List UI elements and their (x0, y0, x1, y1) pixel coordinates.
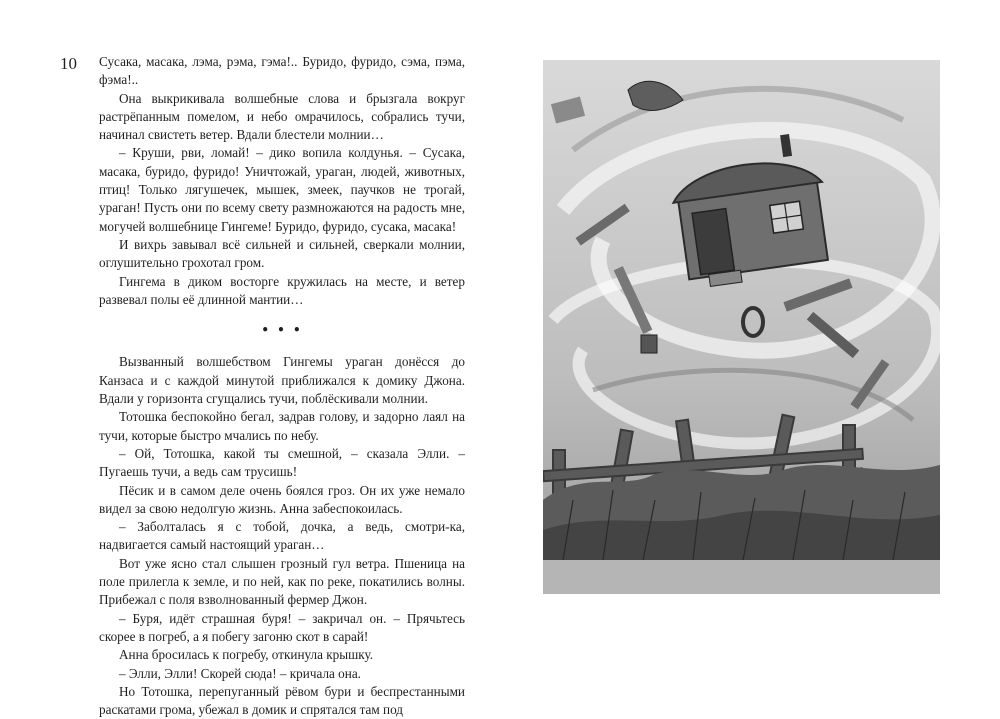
paragraph: Вызванный волшебством Гингемы ураган донёсся до Канзаса и с каждой минутой приближался к домику Джона. Вдали у горизонта сгущались тучи, поблёскивали молнии. (99, 354, 465, 407)
paragraph: – Ой, Тотошка, какой ты смешной, – сказала Элли. – Пугаешь тучи, а ведь сам трусишь! (99, 445, 465, 480)
paragraph: Вот уже ясно стал слышен грозный гул ветра. Пшеница на поле прилегла к земле, и по ней, как по реке, покатились волны. Прибежал с поля взволнованный фермер Джон. (99, 555, 465, 608)
paragraph: Тотошка беспокойно бегал, задрав голову, и задорно лаял на тучи, которые быстро мчались по небу. (99, 409, 465, 443)
paragraph: Но Тотошка, перепуганный рёвом бури и беспрестанными раскатами грома, убежал в домик и спрятался там под (99, 683, 465, 718)
tornado-wagon-illustration (543, 60, 940, 594)
paragraph: – Буря, идёт страшная буря! – закричал он. – Прячьтесь скорее в погреб, а я побегу загоню скот в сарай! (99, 610, 465, 644)
paragraph: – Круши, рви, ломай! – дико вопила колдунья. – Сусака, масака, буридо, фуридо! Уничтожай, ураган, людей, животных, птиц! Только лягушечек, мышек, змеек, паучков не трогай, ураган! Пусть они по всему свету размножаются на радость мне, могучей волшебнице Гингеме! Буридо, фуридо, сусака, масака! (99, 145, 465, 234)
text-section-2 (99, 353, 465, 719)
paragraph: – Заболталась я с тобой, дочка, а ведь, смотри-ка, надвигается самый настоящий ураган… (99, 519, 465, 553)
section-separator: • • • (261, 323, 303, 338)
paragraph: Анна бросилась к погребу, откинула крышку. (119, 647, 374, 663)
paragraph: Гингема в диком восторге кружилась на месте, и ветер развевал полы её длинной мантии… (99, 273, 465, 307)
text-section-1 (99, 53, 465, 309)
paragraph: Она выкрикивала волшебные слова и брызгала вокруг растрёпанным помелом, и небо омрачилось, собрались тучи, начинал свистеть ветер. Вдали блестели молнии… (99, 90, 465, 143)
paragraph: Пёсик и в самом деле очень боялся гроз. Он их уже немало видел за свою недолгую жизнь. Анна забеспокоилась. (99, 482, 465, 516)
paragraph: Сусака, масака, лэма, рэма, гэма!.. Буридо, фуридо, сэма, пэма, фэма!.. (99, 54, 465, 88)
paragraph: И вихрь завывал всё сильней и сильней, сверкали молнии, оглушительно грохотал гром. (99, 236, 465, 271)
text-column (99, 53, 465, 719)
paragraph: – Элли, Элли! Скорей сюда! – кричала она. (119, 665, 361, 681)
page-number: 10 (60, 54, 77, 73)
